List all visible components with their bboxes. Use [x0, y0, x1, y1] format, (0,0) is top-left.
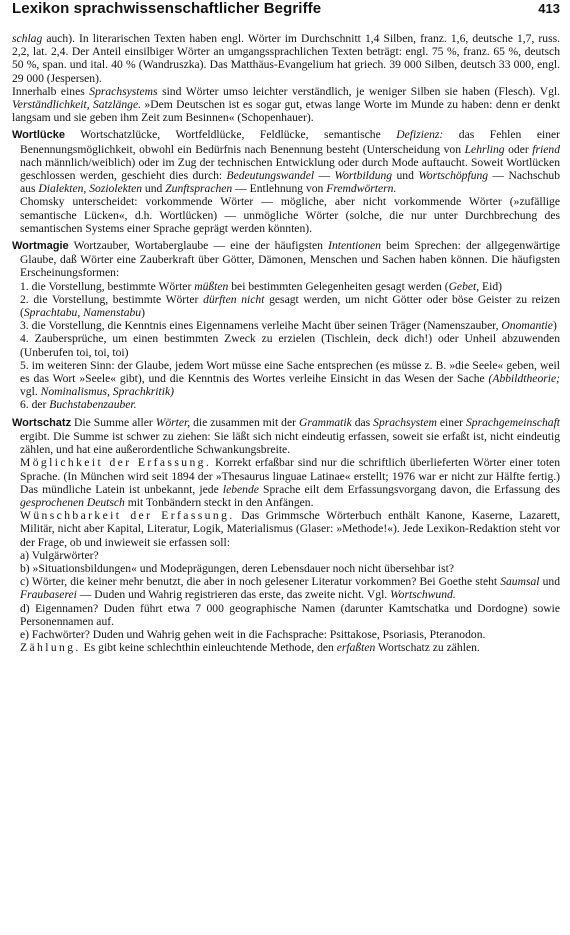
text-run: Korrekt erfaßbar sind nur die schriftlich überlieferten Wörter einer toten Sprache. (In München wird seit 1894 der »Thesaurus linguae Latinae« erstellt; 1976 war er nicht zur Hälfte fertig.) Das mündliche Latein ist unbekannt, jede	[20, 456, 561, 496]
entries-container	[12, 32, 560, 654]
text-run: dürften nicht	[203, 292, 265, 306]
text-run: ergibt. Die Summe ist schwer zu ziehen: Sie läßt sich nicht eindeutig erfassen, soweit sie erfaßt ist, nicht eindeutig zählen, und hat eine außerordentliche Schwankungsbreite.	[20, 429, 560, 457]
text-run: Sprachsystem	[373, 415, 437, 429]
paragraph	[12, 641, 560, 654]
text-run: Lehrling	[464, 142, 505, 156]
text-run: lebende	[222, 482, 259, 496]
headword: Wortmagie	[12, 240, 69, 253]
text-run: 2. die Vorstellung, bestimmte Wörter	[20, 292, 204, 306]
text-run: 5. im weiteren Sinn: der Glaube, jedem Wort müsse eine Sache entsprechen (es müsse z. B. »die Seele« geben, weil es das Wort »Seele« gibt), und die Kenntnis des Wortes verleihe Einsicht in das Wesen der Sache	[20, 358, 560, 386]
text-run: b) »Situationsbildungen« und Modeprägungen, deren Lebensdauer noch nicht übersehbar ist?	[20, 561, 455, 575]
text-run: vgl.	[20, 385, 41, 399]
text-run: einer	[436, 415, 466, 429]
text-run: die zusammen mit der	[190, 415, 299, 429]
text-run: Zunftsprachen	[165, 182, 233, 196]
text-run: Buchstabenzauber.	[49, 398, 137, 412]
text-run: und	[392, 169, 419, 183]
spaced-subheading: Wünschbarkeit der Erfassung.	[20, 509, 235, 523]
text-run: Verständlichkeit, Satzlänge.	[12, 98, 141, 112]
spaced-subheading: Zählung.	[20, 641, 81, 655]
text-run: )	[552, 319, 557, 333]
entry-carry	[12, 32, 560, 124]
text-run: das Fehlen einer Benennungsmöglichkeit, obwohl ein Bedürfnis nach Benennung besteht (Unterscheidung von	[20, 128, 561, 156]
running-title: Lexikon sprachwissenschaftlicher Begriffe	[12, 0, 322, 17]
text-run: Intentionen	[328, 239, 381, 253]
text-run: — Entlehnung von	[232, 182, 327, 196]
paragraph	[12, 85, 560, 125]
text-run: Wörter,	[155, 415, 191, 429]
text-run: Fraubaserei	[20, 588, 77, 602]
text-run: Die Summe aller	[71, 415, 156, 429]
text-run: friend	[532, 142, 560, 156]
text-run: Es gibt keine schlechthin einleuchtende Methode, den	[80, 641, 337, 655]
text-run: auch). In literarischen Texten haben engl. Wörter im Durchschnitt 1,4 Silben, franz. 1,6, deutsche 1,7, russ. 2,2, lat. 2,4. Der Anteil einsilbiger Wörter an umgangssprachlichen Texten beträgt: engl. 75 %, franz. 65 %, deutsch 50 %, span. und ital. 40 % (Wandruszka). Das Matthäus-Evangelium hat griech. 39 000 Silben, deutsch 33 000, engl. 29 000 (Jespersen).	[12, 32, 560, 85]
text-run: e) Fachwörter? Duden und Wahrig gehen weit in die Fachsprache: Psittakose, Psoriasis, Pteranodon.	[20, 627, 486, 641]
spaced-subheading: Möglichkeit der Erfassung.	[20, 456, 212, 470]
text-run: Saumsal	[500, 575, 540, 589]
text-run: mit Tonbändern steckt in den Anfängen.	[124, 495, 314, 509]
text-run: 6. der	[20, 398, 50, 412]
text-run: a) Vulgärwörter?	[20, 548, 99, 562]
text-run: beim Sprechen: der allgegenwärtige Glaube, daß Wörter eine Zauberkraft über Götter, Dämonen, Menschen und Sachen haben können. Die häufigsten Erscheinungsformen:	[20, 239, 560, 280]
text-run: gesprochenen Deutsch	[20, 495, 125, 509]
headword: Wortlücke	[12, 129, 65, 142]
text-run: d) Eigennamen? Duden führt etwa 7 000 geographische Namen (darunter Kamtschatka und Dordogne) sowie Personennamen auf.	[20, 601, 560, 628]
paragraph	[12, 398, 560, 411]
paragraph	[12, 628, 560, 641]
text-run: Wortschwund.	[390, 588, 456, 602]
text-run: und	[539, 575, 560, 589]
paragraph	[12, 293, 560, 319]
text-run: Fremdwörtern.	[326, 182, 397, 196]
paragraph	[12, 456, 560, 509]
paragraph	[12, 332, 560, 358]
text-run: »Dem Deutschen ist es sogar gut, etwas lange Worte im Munde zu haben: denn er denkt langsam und sie geben ihm Zeit zum Besinnen« (Schopenhauer).	[12, 98, 560, 125]
text-run: das	[351, 415, 374, 429]
text-run: erfaßten	[336, 641, 376, 655]
entry-wortluecke	[12, 128, 560, 235]
page-number: 413	[538, 1, 560, 16]
paragraph	[12, 32, 560, 85]
paragraph	[12, 575, 560, 601]
paragraph	[12, 562, 560, 575]
text-run: gesagt werden, um nicht Götter oder böse Geister zu reizen (	[20, 292, 560, 320]
entry-wortschatz	[12, 416, 560, 655]
text-run: c) Wörter, die keiner mehr benutzt, die aber in noch gelesener Literatur vorkommen? Bei Goethe steht	[20, 575, 501, 589]
paragraph	[12, 128, 560, 195]
paragraph	[12, 195, 560, 235]
page-header	[12, 2, 560, 32]
text-run: oder	[504, 142, 533, 156]
text-run: müßten	[194, 279, 229, 293]
text-run: Sprachsystems	[89, 84, 158, 98]
paragraph	[12, 280, 560, 293]
text-run: Defizienz:	[396, 128, 444, 142]
entry-wortmagie	[12, 239, 560, 412]
text-run: Wortbildung	[334, 169, 393, 183]
text-run: Dialekten, Soziolekten	[38, 182, 143, 196]
text-run: —	[314, 169, 335, 183]
text-run: (Abbildtheorie;	[488, 372, 560, 386]
text-run: schlag	[12, 32, 43, 45]
text-run: Das Grimmsche Wörterbuch enthält Kanone, Kaserne, Lazarett, Militär, nicht aber Kapital, Literatur, Logik, Materialismus (Glaser: »Methode!«). Jede Lexikon-Redaktion steht vor der Frage, ob und inwieweit sie erfassen soll:	[20, 509, 560, 549]
text-run: bei bestimmten Gelegenheiten gesagt werden (	[228, 279, 449, 293]
text-run: Sprache eilt dem Erfassungsvorgang davon, die Erfassung des	[258, 482, 560, 496]
paragraph	[12, 319, 560, 332]
text-run: Wortschatz zu zählen.	[375, 641, 480, 655]
text-run: Grammatik	[298, 415, 352, 429]
text-run: — Nachschub aus	[20, 169, 561, 196]
text-run: Sprachgemeinschaft	[466, 415, 561, 429]
paragraph	[12, 602, 560, 628]
text-run: Wortzauber, Wortaberglaube — eine der häufigsten	[68, 239, 329, 253]
text-run: Eid)	[479, 279, 503, 293]
text-run: Onomantie	[501, 319, 553, 333]
text-run: )	[141, 306, 145, 320]
text-run: Wortschatzlücke, Wortfeldlücke, Feldlücke, semantische	[64, 128, 397, 142]
paragraph	[12, 416, 560, 457]
text-run: Nominalismus, Sprachkritik)	[40, 385, 174, 399]
text-run: 1. die Vorstellung, bestimmte Wörter	[20, 279, 195, 293]
text-run: Wortschöpfung	[418, 169, 489, 183]
paragraph	[12, 359, 560, 399]
text-run: und	[142, 182, 166, 196]
text-run: sind Wörter umso leichter verständlich, je weniger Silben sie haben (Flesch). Vgl.	[157, 84, 560, 98]
text-run: Gebet,	[448, 279, 480, 293]
text-run: Innerhalb eines	[12, 84, 90, 98]
text-run: 4. Zaubersprüche, um einen bestimmten Zweck zu erzielen (Tischlein, deck dich!) oder Unheil abzuwenden (Unberufen toi, toi, toi)	[20, 332, 560, 359]
paragraph	[12, 239, 560, 280]
text-run: Chomsky unterscheidet: vorkommende Wörter — mögliche, aber nicht vorkommende Wörter (»zufällige semantische Lücken«, d.h. Wortlücken) — unmögliche Wörter (solche, die nur unter Durchbrechung des semantischen Systems einer Sprache geprägt werden könnten).	[20, 195, 560, 235]
paragraph	[12, 549, 560, 562]
text-run: Sprachtabu, Namenstabu	[23, 306, 142, 320]
text-run: 3. die Vorstellung, die Kenntnis eines Eigennamens verleihe Macht über seinen Träger (Namenszauber,	[20, 319, 502, 333]
paragraph	[12, 509, 560, 549]
headword: Wortschatz	[12, 416, 72, 429]
text-run: Bedeutungswandel	[226, 169, 315, 183]
text-run: — Duden und Wahrig registrieren das erste, das zweite nicht. Vgl.	[76, 588, 391, 602]
text-run: nach männlich/weiblich) oder im Zug der technischen Entwicklung oder durch Mode auftaucht. Soweit Wortlücken geschlossen werden, geschieht dies durch:	[20, 155, 560, 183]
